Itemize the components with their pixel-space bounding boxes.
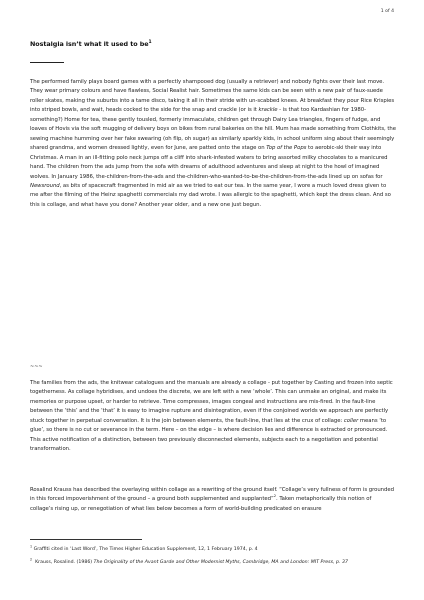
footnote-2 [30, 559, 396, 566]
paragraph-1-text-b: - is that too Kardashian for 1980-something?) Home for tea, these gently tousled, formerly immaculate, children get through Dairy Lea triangles, fingers of fudge, and loaves of Hovis via the soft mugging of delivery boys on bikes from rural bakeries on the hill. Mum has made something from Clothkits, the sewing machine humming over her fake swearing (oh flip, oh sugar) as similarly sparkly kids, in school uniform sing about their seemingly shared grandma, and women dressed lightly, even for June, are patted onto the stage on [30, 107, 396, 152]
footnote-2-marker: 2 [30, 557, 33, 562]
paragraph-1-emphasis-c: Newsround [30, 182, 60, 189]
document-title [30, 40, 152, 48]
paragraph-2 [30, 379, 396, 455]
paragraph-2-text-a: The families from the ads, the knitwear catalogues and the manuals are already a collage - put together by Casting and frozen into septic togetherness. As collage hybridises, and undoes the discrete, we are left with a new ‘whole’. This can unmake an original, and make its memories or purpose upset, or harder to retrieve. Time compresses, images congeal and instructions are mis-fired. In the fault-line between the ‘this’ and the ‘that’ it is easy to imagine rupture and disintegration, even if the conjoined worlds we approach are perfectly stuck together in perpetual conversation. It is the join between elements, the fault-line, that lies at the crux of collage: [30, 380, 393, 424]
paragraph-3-text-b: . Taken metaphorically this notion of collage’s rising up, or renegotiation of what lies below becomes a form of world-building predicated on erasure [30, 496, 372, 512]
page-number: 1 of 4 [380, 9, 394, 14]
paragraph-1-emphasis-b: Top of the Pops [266, 145, 307, 152]
paragraph-3-footnote-ref[interactable]: 2 [273, 494, 277, 499]
title-footnote-ref[interactable]: 1 [148, 39, 152, 45]
title-text: Nostalgia isn’t what it used to be [30, 40, 149, 48]
footnote-1 [30, 546, 396, 553]
footnote-1-marker: 1 [30, 544, 33, 549]
paragraph-2-text-b: means ‘to glue’, so there is no cut or severance in the term. Here – on the edge – is where decision lies and difference is extracted or pronounced. This active notification of a distinction, between two previously disconnected elements, subjects each to a negotiation and potential transformation. [30, 417, 388, 453]
paragraph-2-emphasis-a: coller [343, 417, 359, 424]
section-break: ~~~ [30, 364, 43, 370]
paragraph-1-text-c: to aerobic-ski their way into Christmas. A man in an ill-fitting polo neck jumps off a cliff into shark-infested waters to bring assorted milky chocolates to a manicured hand. The children from the ads jump from the sofa with dreams of adulthood adventures and sleep at night to the howl of imagined wolves. In January 1986, the-children-from-the-ads and the-children-who-wanted-to-be-the-children-from-the-ads lined up on sofas for [30, 145, 388, 180]
title-underline [30, 62, 64, 63]
footnote-separator [30, 539, 142, 540]
paragraph-1-text-d: , as bits of spacecraft fragmented in mid air as we tried to eat our tea. In the same year, I wore a much loved dress given to me after the filming of the Heinz spaghetti commercials my dad wrote. I was allergic to the spaghetti, which kept the dress clean. And so this is collage, and what have you done? Another year older, and a new one just begun. [30, 182, 391, 208]
paragraph-1-text-a: The performed family plays board games with a perfectly shampooed dog (usually a retriever) and nobody fights over their last move. They wear primary colours and have flawless, Social Realist hair. Sometimes the same kids can be seen with a new pair of faux-suede roller skates, making the suburbs into a tame disco, taking it all in their stride with un-scabbed knees. At breakfast they pour Rice Krispies into striped bowls, and wait, heads cocked to the side for the snap and crackle (or is it [30, 79, 395, 114]
paragraph-3-text-a: Rosalind Krauss has described the overlaying within collage as a rewriting of the ground itself. “Collage’s very fullness of form is grounded in this forced impoverishment of the ground – a ground both supplemented and supplanted” [30, 487, 394, 503]
paragraph-3 [30, 486, 396, 514]
footnote-2-source-title: The Originality of the Avant Garde and Other Modernist Myths, Cambridge, MA and London: MIT Press, p. 37 [93, 560, 348, 565]
footnote-2-text: Krauss, Rosalind. (1986) [35, 560, 94, 565]
paragraph-1-emphasis-a: krackle [258, 107, 278, 114]
paragraph-1 [30, 78, 396, 210]
footnote-1-text: Graffiti cited in ‘Last Word’, The Times Higher Education Supplement, 12, 1 February 1974, p. 4 [33, 547, 258, 552]
